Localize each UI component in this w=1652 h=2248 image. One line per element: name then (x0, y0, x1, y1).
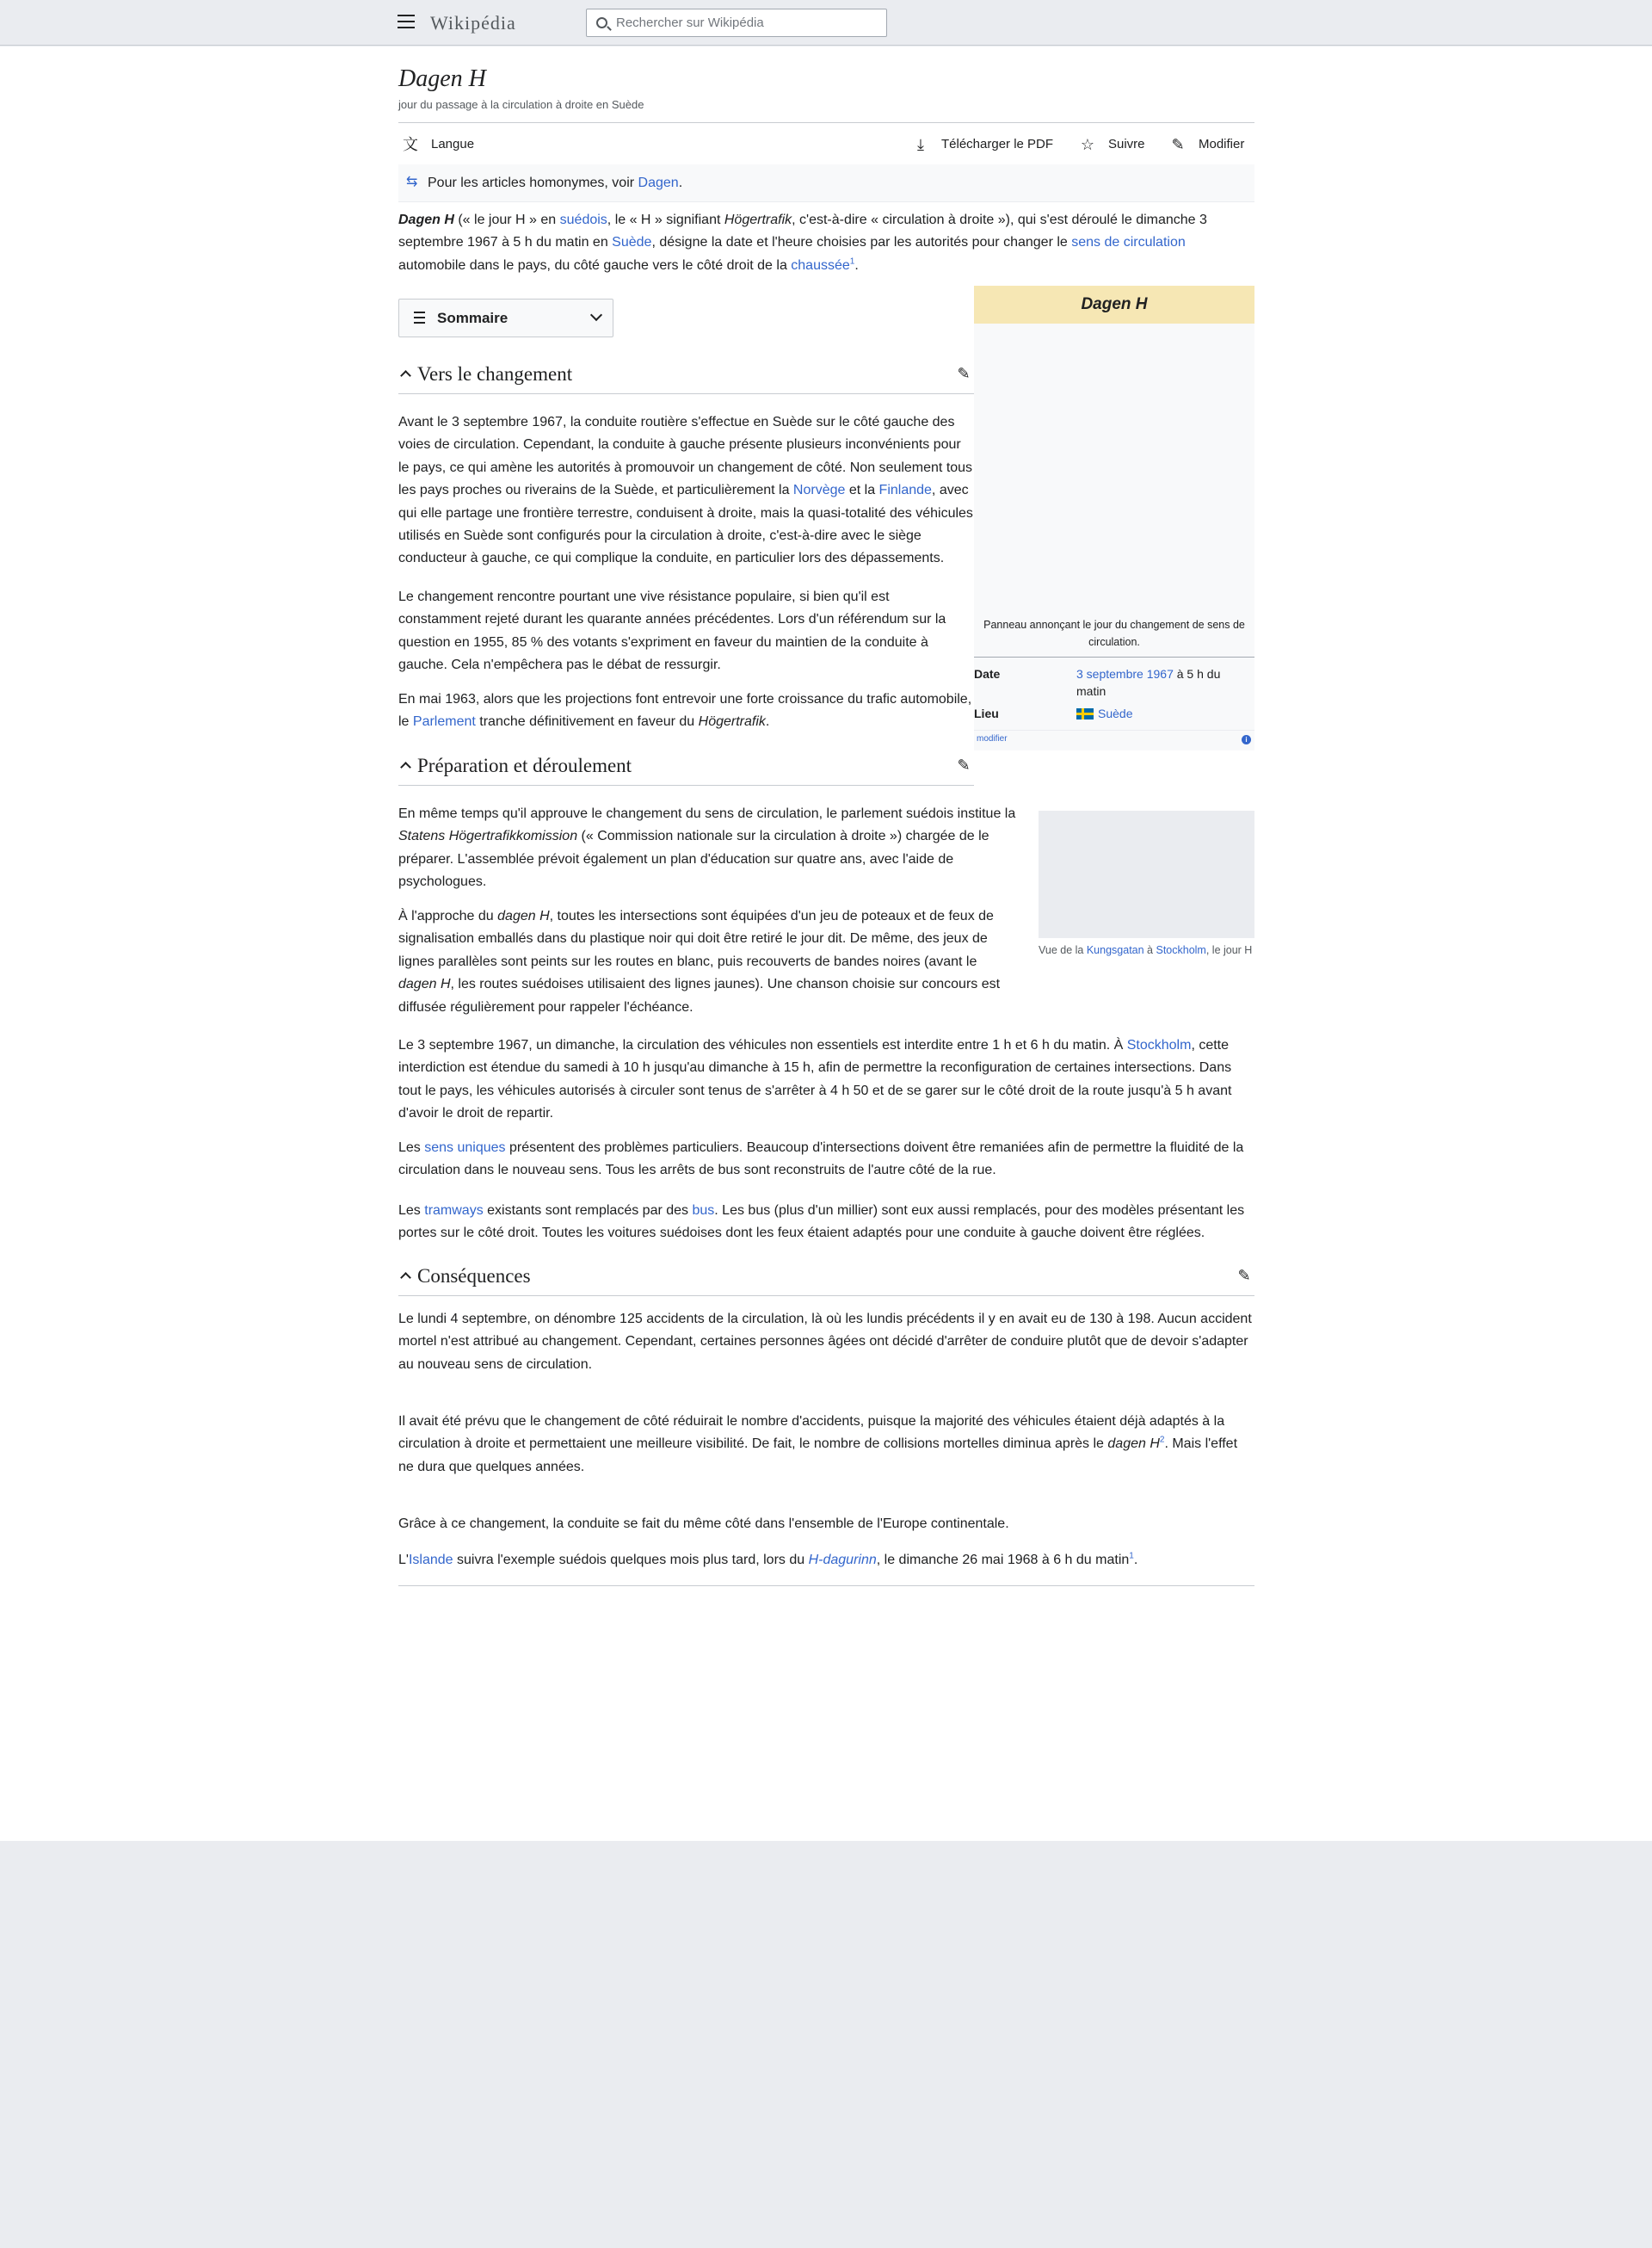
page-body (0, 46, 1652, 1841)
search-icon (596, 17, 607, 28)
download-pdf-button[interactable] (912, 133, 1053, 156)
page-title: Dagen H (398, 65, 486, 92)
search-placeholder: Rechercher sur Wikipédia (616, 15, 764, 30)
chevron-down-icon (590, 309, 602, 321)
section-title: Conséquences (417, 1265, 531, 1287)
paragraph: Le lundi 4 septembre, on dénombre 125 accidents de la circulation, là où les lundis précédents il y en avait eu de 130 à 198. Aucun accident mortel n'est attribué au changement. Cependant, certaines personnes âgées ont décidé d'arrêter de conduire plutôt que de devoir s'adapter au nouveau sens de circulation. (398, 1312, 1252, 1372)
paragraph: En même temps qu'il approuve le changement du sens de circulation, le parlement suédois institue la Statens Högertrafikkomission (« Commission nationale sur la circulation à droite ») chargée de le préparer. L'assemblée prévoit également un plan d'éducation sur quatre ans, avec l'aide de psychologues. (398, 806, 1016, 890)
link-suede[interactable]: Suède (612, 235, 652, 250)
ref-1b[interactable]: 1 (1129, 1551, 1134, 1561)
page-toolbar (398, 122, 1254, 165)
link-kungsgatan[interactable]: Kungsgatan (1086, 944, 1144, 956)
section-heading-voir-aussi[interactable] (398, 1552, 1254, 1586)
caption-text: à (1143, 944, 1156, 956)
disambiguation-hatnote (398, 164, 1254, 202)
link-bus[interactable]: bus (692, 1203, 715, 1218)
link-parlement[interactable]: Parlement (412, 714, 476, 730)
page-subtitle: jour du passage à la circulation à droite en Suède (398, 98, 644, 111)
language-button[interactable] (402, 133, 474, 156)
main-menu-icon[interactable] (398, 15, 415, 28)
search-input[interactable] (586, 9, 887, 37)
language-icon: 文 (403, 136, 418, 153)
edit-label: Modifier (1199, 137, 1245, 151)
hatnote-link[interactable]: Dagen (638, 176, 679, 190)
infobox-date-value (1076, 665, 1248, 700)
ref-2[interactable]: 2 (1159, 1436, 1165, 1446)
infobox-date-label: Date (974, 667, 1001, 681)
hatnote-prefix: Pour les articles homonymes, voir (428, 176, 638, 190)
section-heading-vers-le-changement[interactable] (398, 360, 974, 394)
infobox-place-label: Lieu (974, 707, 999, 720)
link-sens-circulation[interactable]: sens de circulation (1071, 235, 1186, 250)
section-heading-preparation[interactable] (398, 751, 974, 786)
disambiguation-icon: ⇆ (406, 175, 418, 189)
thumbnail-caption (1039, 942, 1254, 959)
edit-section-icon[interactable]: ✎ (957, 365, 971, 382)
infobox-date-rest: à 5 h du matin (1076, 667, 1221, 698)
infobox-caption: Panneau annonçant le jour du changement de sens de circulation. (983, 619, 1245, 648)
link-islande[interactable]: Islande (408, 1553, 453, 1567)
paragraph: Il avait été prévu que le changement de côté réduirait le nombre d'accidents, puisque la majorité des véhicules étaient déjà adaptés à la circulation à droite et permettaient une meilleure visibilité. De fait, le nombre de collisions mortelles diminua après le dagen H$^2$. Mais l'effet ne dura que quelques années. (398, 1414, 1238, 1474)
infobox-date-link[interactable]: 3 septembre 1967 (1076, 667, 1174, 681)
infobox (974, 286, 1254, 750)
wikipedia-logo[interactable]: Wikipédia (430, 12, 516, 34)
section-title: Vers le changement (417, 363, 573, 385)
site-header (0, 0, 1652, 46)
paragraph: Les sens uniques présentent des problèmes particuliers. Beaucoup d'intersections doivent être remaniées afin de permettre la fluidité de la circulation dans le nouveau sens. Tous les arrêts de bus sont reconstruits de l'autre côté de la rue. (398, 1140, 1244, 1178)
link-norvege[interactable]: Norvège (792, 483, 846, 498)
edit-section-icon[interactable]: ✎ (957, 757, 971, 774)
infobox-title: Dagen H (974, 286, 1254, 324)
collapse-chevron-icon[interactable] (400, 370, 411, 381)
link-suedois[interactable]: suédois (559, 213, 607, 227)
ref-1[interactable]: 1 (849, 256, 855, 267)
paragraph: Grâce à ce changement, la conduite se fait du même côté dans l'ensemble de l'Europe continentale. (398, 1516, 1009, 1531)
link-chaussee[interactable]: chaussée (791, 257, 850, 273)
thumbnail-image[interactable] (1039, 811, 1254, 938)
caption-text: Vue de la (1039, 944, 1087, 956)
link-h-dagurinn[interactable]: H-dagurinn (808, 1553, 877, 1567)
infobox-footer (974, 730, 1254, 747)
paragraph: Les tramways existants sont remplacés par des bus. Les bus (plus d'un millier) sont eux aussi remplacés, pour des modèles présentant les portes sur le côté droit. Toutes les voitures suédoises dont les feux étaient adaptés pour une conduite à gauche doivent être réglées. (398, 1203, 1245, 1241)
paragraph: Avant le 3 septembre 1967, la conduite routière s'effectue en Suède sur le côté gauche des voies de circulation. Cependant, la conduite à gauche présente plusieurs inconvénients pour le pays, ce qui amène les autorités à promouvoir un changement de côté. Non seulement tous les pays proches ou riverains de la Suède, et particulièrement la Norvège et la Finlande, avec qui elle partage une frontière terrestre, conduisent à droite, mais la quasi-totalité des véhicules utilisés en Suède sont configurés pour la circulation à droite, c'est-à-dire avec le siège conducteur à gauche, ce qui complique la conduite, en particulier lors des dépassements. (398, 415, 973, 566)
link-finlande[interactable]: Finlande (878, 483, 932, 498)
link-stockholm[interactable]: Stockholm (1126, 1038, 1192, 1053)
caption-text: , le jour H (1205, 944, 1253, 956)
infobox-divider (974, 657, 1254, 658)
list-icon (410, 312, 425, 324)
infobox-place-value (1076, 705, 1248, 722)
paragraph: En mai 1963, alors que les projections font entrevoir une forte croissance du trafic automobile, le Parlement tranche définitivement en faveur du Högertrafik. (398, 692, 972, 730)
section-heading-consequences[interactable] (398, 1262, 1254, 1296)
download-label: Télécharger le PDF (941, 137, 1054, 151)
section-title: Préparation et déroulement (417, 755, 632, 776)
language-label: Langue (431, 137, 475, 151)
edit-section-icon[interactable]: ✎ (1237, 1267, 1251, 1284)
sweden-flag-icon (1076, 708, 1094, 719)
download-icon: ⤓ (917, 136, 924, 153)
collapse-chevron-icon[interactable] (400, 1272, 411, 1283)
link-sens-uniques[interactable]: sens uniques (424, 1140, 506, 1155)
infobox-image[interactable] (974, 324, 1254, 582)
infobox-place-link[interactable]: Suède (1098, 707, 1133, 720)
link-tramways[interactable]: tramways (424, 1203, 484, 1218)
info-icon[interactable]: i (1242, 735, 1251, 744)
watch-label: Suivre (1108, 137, 1145, 151)
toc-label: Sommaire (437, 310, 509, 326)
paragraph: Le 3 septembre 1967, un dimanche, la circulation des véhicules non essentiels est interdite entre 1 h et 6 h du matin. À Stockholm, cette interdiction est étendue du samedi à 10 h jusqu'au dimanche à 15 h, afin de permettre la reconfiguration de certaines intersections. Dans tout le pays, les véhicules autorisés à circuler sont tenus de s'arrêter à 4 h 50 et de se garer sur le côté droit de la route jusqu'à 5 h avant d'avoir le droit de repartir. (398, 1038, 1232, 1121)
lead-paragraph: Dagen H (« le jour H » en suédois, le « H » signifiant Högertrafik, c'est-à-dire « circulation à droite »), qui s'est déroulé le dimanche 3 septembre 1967 à 5 h du matin en Suède, désigne la date et l'heure choisies par les autorités pour changer le sens de circulation automobile dans le pays, du côté gauche vers le côté droit de la chaussée$^1$. (398, 213, 1207, 273)
thumbnail-figure (1039, 811, 1254, 959)
link-stockholm-caption[interactable]: Stockholm (1156, 944, 1206, 956)
paragraph: À l'approche du dagen H, toutes les intersections sont équipées d'un jeu de poteaux et de feux de signalisation emballés dans du plastique noir qui doit être retiré le jour dit. De même, des jeux de lignes parallèles sont peints sur les routes en blanc, puis recouverts de bandes noires (avant le dagen H, les routes suédoises utilisaient des lignes jaunes). Une chanson choisie sur concours est diffusée régulièrement pour rappeler l'échéance. (398, 909, 1001, 1015)
star-icon: ☆ (1080, 136, 1095, 153)
collapse-chevron-icon[interactable] (400, 762, 411, 773)
paragraph: Le changement rencontre pourtant une vive résistance populaire, si bien qu'il est constamment rejeté durant les quarante années précédentes. Lors d'un référendum sur la question en 1955, 85 % des votants s'expriment en faveur du maintien de la conduite à gauche. Cela n'empêchera pas le débat de ressurgir. (398, 590, 946, 673)
watch-button[interactable] (1079, 133, 1145, 156)
toc-button[interactable] (398, 299, 613, 337)
paragraph: L'Islande suivra l'exemple suédois quelques mois plus tard, lors du H-dagurinn, le dimanche 26 mai 1968 à 6 h du matin$^1$. (398, 1551, 1138, 1567)
hatnote-suffix: . (678, 176, 683, 190)
infobox-edit-link[interactable]: modifier (977, 734, 1008, 744)
edit-button[interactable] (1169, 133, 1244, 156)
pencil-icon: ✎ (1171, 136, 1185, 153)
